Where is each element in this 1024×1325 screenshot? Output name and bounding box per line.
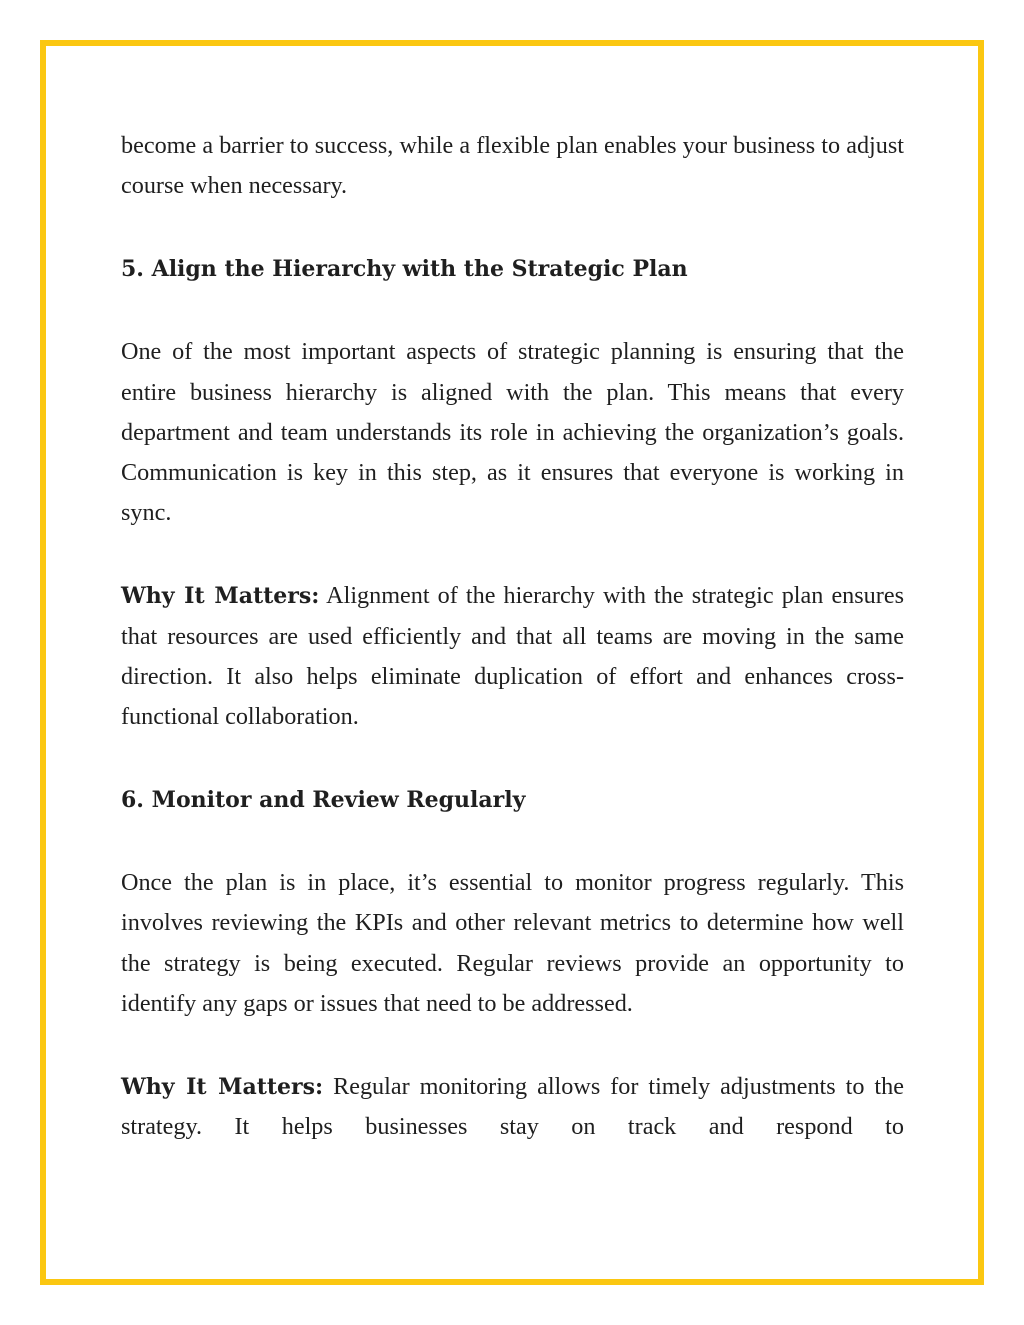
section-5-why-label: Why It Matters: — [121, 583, 320, 610]
section-5-body: One of the most important aspects of strategic planning is ensuring that the entire business hierarchy is aligned with the plan. This means that every department and team understands its role in achieving the organization’s goals. Communication is key in this step, as it ensures that everyone is working in sync. — [121, 338, 904, 527]
spacer — [121, 206, 904, 249]
spacer — [121, 289, 904, 332]
section-6-body: Once the plan is in place, it’s essential to monitor progress regularly. This involves reviewing the KPIs and other relevant metrics to determine how well the strategy is being executed. Regular reviews provide an opportunity to identify any gaps or issues that need to be addressed. — [121, 869, 904, 1017]
intro-continued-paragraph: become a barrier to success, while a flexible plan enables your business to adjust course when necessary. — [121, 132, 904, 200]
spacer — [121, 1024, 904, 1067]
section-5-heading: 5. Align the Hierarchy with the Strategic Plan — [121, 256, 688, 283]
spacer — [121, 737, 904, 780]
section-6-heading: 6. Monitor and Review Regularly — [121, 787, 526, 814]
section-6-why-text: Regular monitoring allows for timely adjustments to the strategy. It helps businesses stay on track and respond to — [121, 1073, 904, 1141]
spacer — [121, 533, 904, 576]
section-5-why-text: Alignment of the hierarchy with the strategic plan ensures that resources are used efficiently and that all teams are moving in the same direction. It also helps eliminate duplication of effort and enhances cross-functional collaboration. — [121, 582, 904, 731]
document-body — [121, 126, 904, 1147]
spacer — [121, 820, 904, 863]
section-6-why-paragraph — [121, 1067, 904, 1147]
section-6-why-label: Why It Matters: — [121, 1074, 324, 1101]
section-5-why-paragraph — [121, 576, 904, 737]
